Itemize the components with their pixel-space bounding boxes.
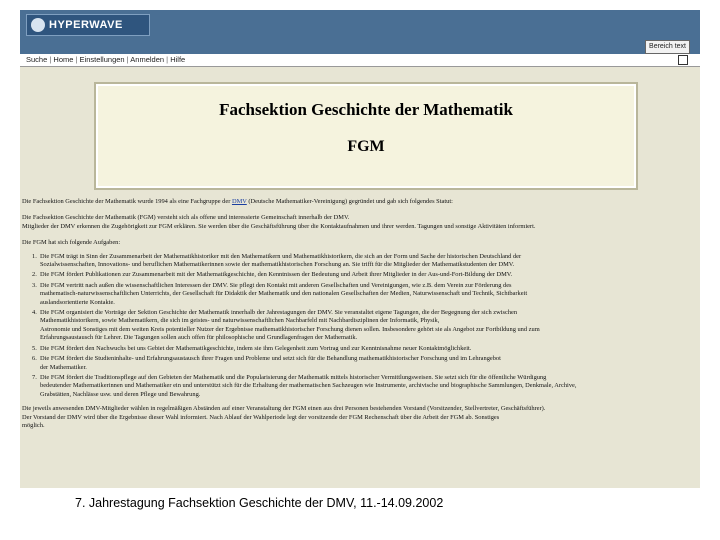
hyperwave-header [20, 10, 700, 54]
browser-screenshot [20, 10, 700, 488]
statute-content [20, 198, 700, 433]
tasks-intro: Die FGM hat sich folgende Aufgaben: [22, 239, 121, 247]
menu-item-suche[interactable]: Suche [26, 55, 48, 64]
logo-globe-icon [31, 18, 45, 32]
menu-bar: Suche | Home | Einstellungen | Anmelden | Hilfe [20, 54, 700, 67]
list-item: 7. Die FGM fördert die Traditionspflege auf den Gebieten der Mathematik und die Popularisierung der Mathematik mittels historischer Vermittlungsweisen. Sie setzt sich für die öffentliche Würdigung bedeutender Mathematikerinnen und Mathematiker ein und unterstützt sich für die Erhaltung der mathematischen Sachzeugen wie Instrumente, archivische und biographische Sammlungen, Denkmale, Archive, Grabstätten, Nachlässe usw. und deren Pflege und Bewahrung. [32, 373, 577, 398]
intro-paragraph: Die Fachsektion Geschichte der Mathematik wurde 1994 als eine Fachgruppe der DMV (Deutsche Mathematiker-Vereinigung) gegründet und gab sich folgendes Statut: [22, 198, 453, 205]
slide-caption: 7. Jahrestagung Fachsektion Geschichte der DMV, 11.-14.09.2002 [75, 496, 444, 510]
page-subtitle: FGM [347, 138, 385, 155]
task-list [20, 253, 700, 400]
list-item: 2. Die FGM fördert Publikationen zur Zusammenarbeit mit der Mathematikgeschichte, den Kenntnissen der Bedeutung und Arbeit ihrer Mitglieder in der Aus-und-Fort-Bildung der DMV. [32, 271, 513, 279]
list-item: 4. Die FGM organisiert die Vorträge der Sektion Geschichte der Mathematik innerhalb der Jahrestagungen der DMV. Sie veranstaltet eigene Tagungen, die der Begegnung der sich zwischen Mathematikhistorikern, sowie Mathematikern, die sich im geistes- und naturwissenschaftlichen Nachbarfeld mit Nachbardisziplinen der Informatik, Physik, Astronomie und Sonstiges mit dem weiten Kreis potentieller Nutzer der Ergebnisse mathematikhistorischer Forschung dienen sollen. Insbesondere gehört sie als Angebot zur Fortbildung und zum Erfahrungsaustausch für Lehrer. Die Tagungen sollen auch offen für philosophische und Grundlagenfragen der Mathematik. [32, 309, 540, 342]
list-item: 6. Die FGM fördert die Studieninhalte- und Erfahrungsaustausch ihrer Fragen und Probleme und setzt sich für die Behandlung mathematikhistorischer Forschung und im Lehrangebot der Mathematiker. [32, 355, 501, 371]
logo-text: HYPERWAVE [49, 19, 123, 31]
list-item: 3. Die FGM vertritt nach außen die wissenschaftlichen Interessen der DMV. Sie pflegt den Kontakt mit anderen Gesellschaften und Vereinigungen, wie z.B. dem Verein zur Förderung des mathematisch-naturwissenschaftlichen Unterrichts, der Gesellschaft für Didaktik der Mathematik und den nationalen Gesellschaften der Medien, Naturwissenschaft und Technik, Sichtbarkeit auslandsorientierte Kontakte. [32, 281, 528, 306]
list-item: 5. Die FGM fördert den Nachwuchs bei uns Gebiet der Mathematikgeschichte, indem sie ihm Gelegenheit zum Vortrag und zur Kenntnisnahme neuer Kontaktmöglichkeit. [32, 344, 472, 352]
bereich-button[interactable]: Bereich text [645, 40, 690, 54]
menu-item-hilfe[interactable]: Hilfe [170, 55, 186, 64]
menu-item-home[interactable]: Home [53, 55, 74, 64]
menu-item-einstellungen[interactable]: Einstellungen [79, 55, 125, 64]
board-paragraph: Die jeweils anwesenden DMV-Mitglieder wählen in regelmäßigen Abständen auf einer Veranstaltung der FGM einen aus drei Personen bestehenden Vorstand (Vorsitzender, Stellvertreter, Geschäftsführer). Der Vorstand der DMV wird über die Ergebnisse dieser Wahl informiert. Nach Ablauf der Wahlperiode legt der vorsitzende der FGM Rechenschaft über die Arbeit der FGM ab. Sonstiges möglich. [22, 405, 546, 429]
menu-item-anmelden[interactable]: Anmelden [130, 55, 165, 64]
membership-paragraph: Die Fachsektion Geschichte der Mathematik (FGM) versteht sich als offene und interessierte Gemeinschaft innerhalb der DMV. Mitglieder der DMV erkennen die Zugehörigkeit zur FGM erklären. Sie werden über die Geschäftsführung über die Kontaktaufnahmen und ihrer werden. Tagungen und sonstige Aktivitäten informiert. [22, 214, 536, 230]
dmv-link[interactable]: DMV [231, 198, 247, 205]
page-title: Fachsektion Geschichte der Mathematik [219, 100, 513, 119]
list-item: 1. Die FGM trägt in Sinn der Zusammenarbeit der Mathematikhistoriker mit den Mathematikern und Mathematikhistorikern, die sich an der Form und Sache der historischen Deutschland der Sozialwissenschaften, Innovations- und beruflichen Mathematikerinnen sowie der mathematikhistorischen Forschung an. Sie trifft für die Mitglieder der Mathematikstudenten der DMV. [32, 252, 522, 269]
title-box [94, 82, 638, 190]
hyperwave-logo[interactable] [26, 14, 150, 36]
window-icon[interactable] [678, 55, 688, 65]
